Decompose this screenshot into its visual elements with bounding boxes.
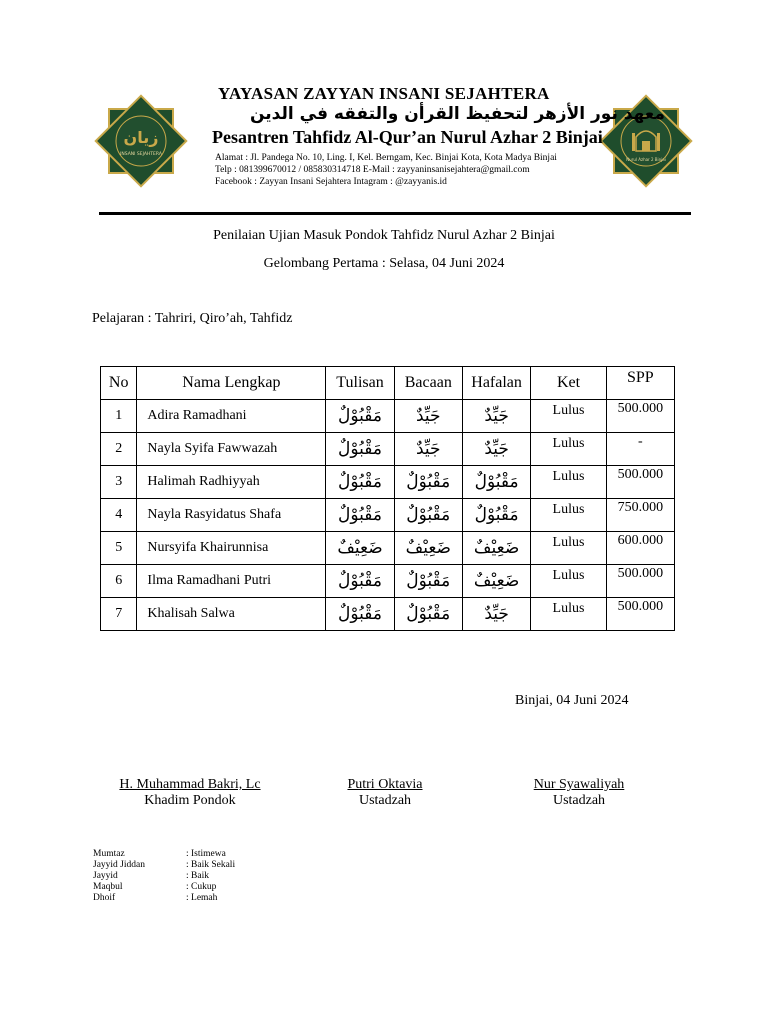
cell-no: 1 — [101, 400, 137, 433]
table-row — [101, 466, 675, 499]
table-row — [101, 400, 675, 433]
signatory-3 — [520, 777, 638, 809]
cell-tulisan: مَقْبُوْلٌ — [326, 565, 394, 598]
cell-bacaan: مَقْبُوْلٌ — [394, 565, 462, 598]
cell-name: Nursyifa Khairunnisa — [137, 532, 326, 565]
letterhead-divider — [99, 212, 691, 215]
cell-tulisan: مَقْبُوْلٌ — [326, 400, 394, 433]
legend-item: Jayyid : Baik — [93, 871, 209, 881]
left-logo-subtext: INSANI SEJAHTERA — [120, 152, 162, 157]
cell-spp: - — [606, 433, 674, 466]
signatory-1-name: H. Muhammad Bakri, Lc — [119, 777, 261, 792]
address-line: Alamat : Jl. Pandega No. 10, Ling. I, Kel. Berngam, Kec. Binjai Kota, Kota Madya Binjai — [215, 153, 557, 163]
right-logo-subtext: Nurul Azhar 2 Binjai — [626, 157, 666, 162]
table-row — [101, 532, 675, 565]
cell-no: 2 — [101, 433, 137, 466]
school-name: Pesantren Tahfidz Al-Qur’an Nurul Azhar 2 Binjai — [212, 127, 603, 147]
cell-bacaan: مَقْبُوْلٌ — [394, 598, 462, 631]
left-logo — [93, 93, 189, 189]
cell-name: Nayla Rasyidatus Shafa — [137, 499, 326, 532]
cell-bacaan: ضَعِيْفٌ — [394, 532, 462, 565]
cell-hafalan: ضَعِيْفٌ — [462, 532, 530, 565]
cell-ket: Lulus — [531, 499, 606, 532]
cell-ket: Lulus — [531, 532, 606, 565]
cell-name: Khalisah Salwa — [137, 598, 326, 631]
table-row — [101, 499, 675, 532]
header-name: Nama Lengkap — [137, 367, 326, 400]
table-row — [101, 565, 675, 598]
signatory-3-name: Nur Syawaliyah — [533, 777, 625, 792]
cell-hafalan: جَيِّدٌ — [462, 598, 530, 631]
signatory-2-name: Putri Oktavia — [347, 777, 423, 792]
octagram-logo-icon — [93, 93, 189, 189]
grade-legend — [93, 849, 235, 904]
cell-hafalan: جَيِّدٌ — [462, 400, 530, 433]
legend-item: Dhoif : Lemah — [93, 893, 218, 903]
cell-no: 5 — [101, 532, 137, 565]
signatory-2 — [330, 777, 440, 809]
left-logo-text: زيان — [123, 128, 159, 147]
cell-name: Ilma Ramadhani Putri — [137, 565, 326, 598]
phone-email-line: Telp : 081399670012 / 085830314718 E-Mail : zayyaninsanisejahtera@gmail.com — [215, 165, 530, 175]
table-row — [101, 598, 675, 631]
results-table — [100, 366, 675, 631]
cell-tulisan: مَقْبُوْلٌ — [326, 598, 394, 631]
cell-ket: Lulus — [531, 433, 606, 466]
cell-bacaan: جَيِّدٌ — [394, 400, 462, 433]
cell-spp: 500.000 — [606, 598, 674, 631]
cell-no: 4 — [101, 499, 137, 532]
legend-item: Maqbul : Cukup — [93, 882, 217, 892]
header-tulisan: Tulisan — [326, 367, 394, 400]
cell-spp: 600.000 — [606, 532, 674, 565]
cell-bacaan: مَقْبُوْلٌ — [394, 466, 462, 499]
legend-item: Jayyid Jiddan : Baik Sekali — [93, 860, 236, 870]
cell-tulisan: ضَعِيْفٌ — [326, 532, 394, 565]
cell-name: Adira Ramadhani — [137, 400, 326, 433]
subject-line: Pelajaran : Tahriri, Qiro’ah, Tahfidz — [92, 311, 293, 326]
cell-name: Nayla Syifa Fawwazah — [137, 433, 326, 466]
header-ket: Ket — [531, 367, 606, 400]
table-header-row — [101, 367, 675, 400]
cell-hafalan: مَقْبُوْلٌ — [462, 466, 530, 499]
signatory-1-role: Khadim Pondok — [144, 793, 236, 808]
header-bacaan: Bacaan — [394, 367, 462, 400]
cell-no: 6 — [101, 565, 137, 598]
cell-ket: Lulus — [531, 565, 606, 598]
social-media-line: Facebook : Zayyan Insani Sejahtera Intagram : @zayyanis.id — [215, 177, 447, 187]
cell-hafalan: ضَعِيْفٌ — [462, 565, 530, 598]
header-no: No — [101, 367, 137, 400]
cell-ket: Lulus — [531, 466, 606, 499]
arabic-institution-name: معهد نور الأزهر لتحفيظ القرأن والتفقه في الدين — [250, 104, 665, 124]
cell-ket: Lulus — [531, 598, 606, 631]
signatory-3-role: Ustadzah — [552, 793, 606, 808]
cell-tulisan: مَقْبُوْلٌ — [326, 499, 394, 532]
signatory-1 — [110, 777, 270, 809]
cell-tulisan: مَقْبُوْلٌ — [326, 433, 394, 466]
header-hafalan: Hafalan — [462, 367, 530, 400]
cell-spp: 750.000 — [606, 499, 674, 532]
cell-name: Halimah Radhiyyah — [137, 466, 326, 499]
table-row — [101, 433, 675, 466]
document-title: Penilaian Ujian Masuk Pondok Tahfidz Nurul Azhar 2 Binjai — [213, 228, 555, 243]
header-spp: SPP — [606, 367, 674, 400]
signatory-2-role: Ustadzah — [358, 793, 412, 808]
cell-bacaan: مَقْبُوْلٌ — [394, 499, 462, 532]
cell-bacaan: جَيِّدٌ — [394, 433, 462, 466]
cell-spp: 500.000 — [606, 565, 674, 598]
foundation-name: YAYASAN ZAYYAN INSANI SEJAHTERA — [218, 84, 550, 103]
cell-no: 3 — [101, 466, 137, 499]
cell-hafalan: جَيِّدٌ — [462, 433, 530, 466]
cell-no: 7 — [101, 598, 137, 631]
cell-spp: 500.000 — [606, 466, 674, 499]
cell-spp: 500.000 — [606, 400, 674, 433]
cell-ket: Lulus — [531, 400, 606, 433]
cell-tulisan: مَقْبُوْلٌ — [326, 466, 394, 499]
cell-hafalan: مَقْبُوْلٌ — [462, 499, 530, 532]
document-subtitle: Gelombang Pertama : Selasa, 04 Juni 2024 — [263, 256, 505, 271]
legend-item: Mumtaz : Istimewa — [93, 849, 226, 859]
place-date: Binjai, 04 Juni 2024 — [515, 693, 629, 708]
